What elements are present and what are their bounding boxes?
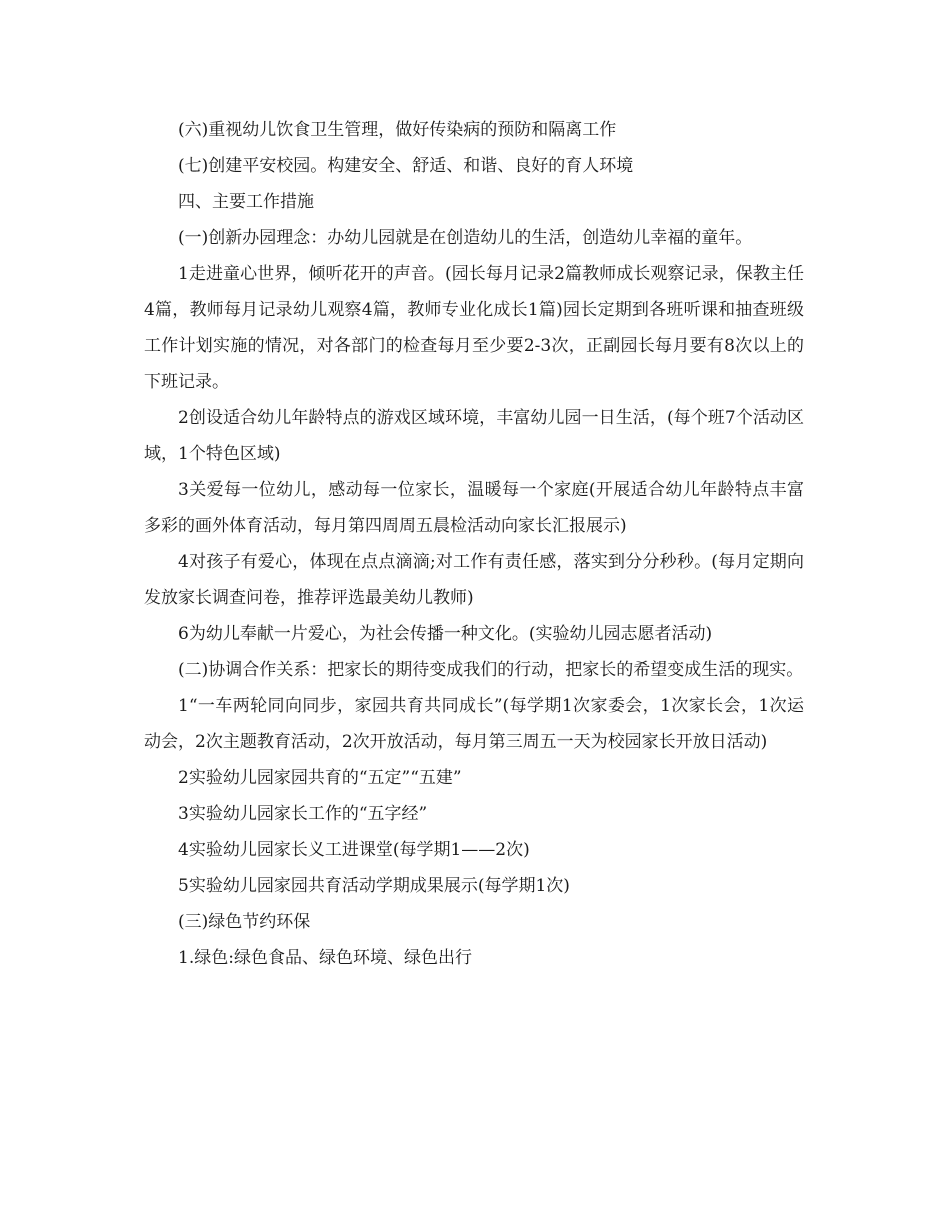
list-item: 2实验幼儿园家园共育的“五定”“五建” — [178, 768, 462, 788]
paragraph-item-7: (七)创建平安校园。构建安全、舒适、和谐、良好的育人环境 — [178, 156, 634, 176]
list-item: 4对孩子有爱心，体现在点点滴滴;对工作有责任感，落实到分分秒秒。(每月定期向发放家长调查问卷，推荐评选最美幼儿教师) — [144, 552, 804, 608]
list-item: 4实验幼儿园家长义工进课堂(每学期1——2次) — [178, 840, 530, 860]
list-item: 1走进童心世界，倾听花开的声音。(园长每月记录2篇教师成长观察记录，保教主任4篇，教师每月记录幼儿观察4篇，教师专业化成长1篇)园长定期到各班听课和抽查班级工作计划实施的情况，对各部门的检查每月至少要2-3次，正副园长每月要有8次以上的下班记录。 — [144, 264, 804, 392]
subsection-heading-1: (一)创新办园理念：办幼儿园就是在创造幼儿的生活，创造幼儿幸福的童年。 — [178, 228, 753, 248]
list-item: 5实验幼儿园家园共育活动学期成果展示(每学期1次) — [178, 876, 570, 896]
list-item: 6为幼儿奉献一片爱心，为社会传播一种文化。(实验幼儿园志愿者活动) — [178, 624, 713, 644]
subsection-heading-3: (三)绿色节约环保 — [178, 912, 311, 932]
list-item: 1.绿色:绿色食品、绿色环境、绿色出行 — [178, 948, 472, 968]
list-item: 1“一车两轮同向同步，家园共育共同成长”(每学期1次家委会，1次家长会，1次运动会，2次主题教育活动，2次开放活动，每月第三周五一天为校园家长开放日活动) — [144, 696, 804, 752]
subsection-heading-2: (二)协调合作关系：把家长的期待变成我们的行动，把家长的希望变成生活的现实。 — [178, 660, 804, 680]
list-item: 3关爱每一位幼儿，感动每一位家长，温暖每一个家庭(开展适合幼儿年龄特点丰富多彩的画外体育活动，每月第四周周五晨检活动向家长汇报展示) — [144, 480, 804, 536]
list-item: 2创设适合幼儿年龄特点的游戏区域环境，丰富幼儿园一日生活，(每个班7个活动区域，1个特色区域) — [144, 408, 804, 464]
document-body — [144, 112, 804, 976]
list-item: 3实验幼儿园家长工作的“五字经” — [178, 804, 428, 824]
section-heading-measures: 四、主要工作措施 — [178, 192, 314, 212]
paragraph-item-6: (六)重视幼儿饮食卫生管理，做好传染病的预防和隔离工作 — [178, 120, 617, 140]
